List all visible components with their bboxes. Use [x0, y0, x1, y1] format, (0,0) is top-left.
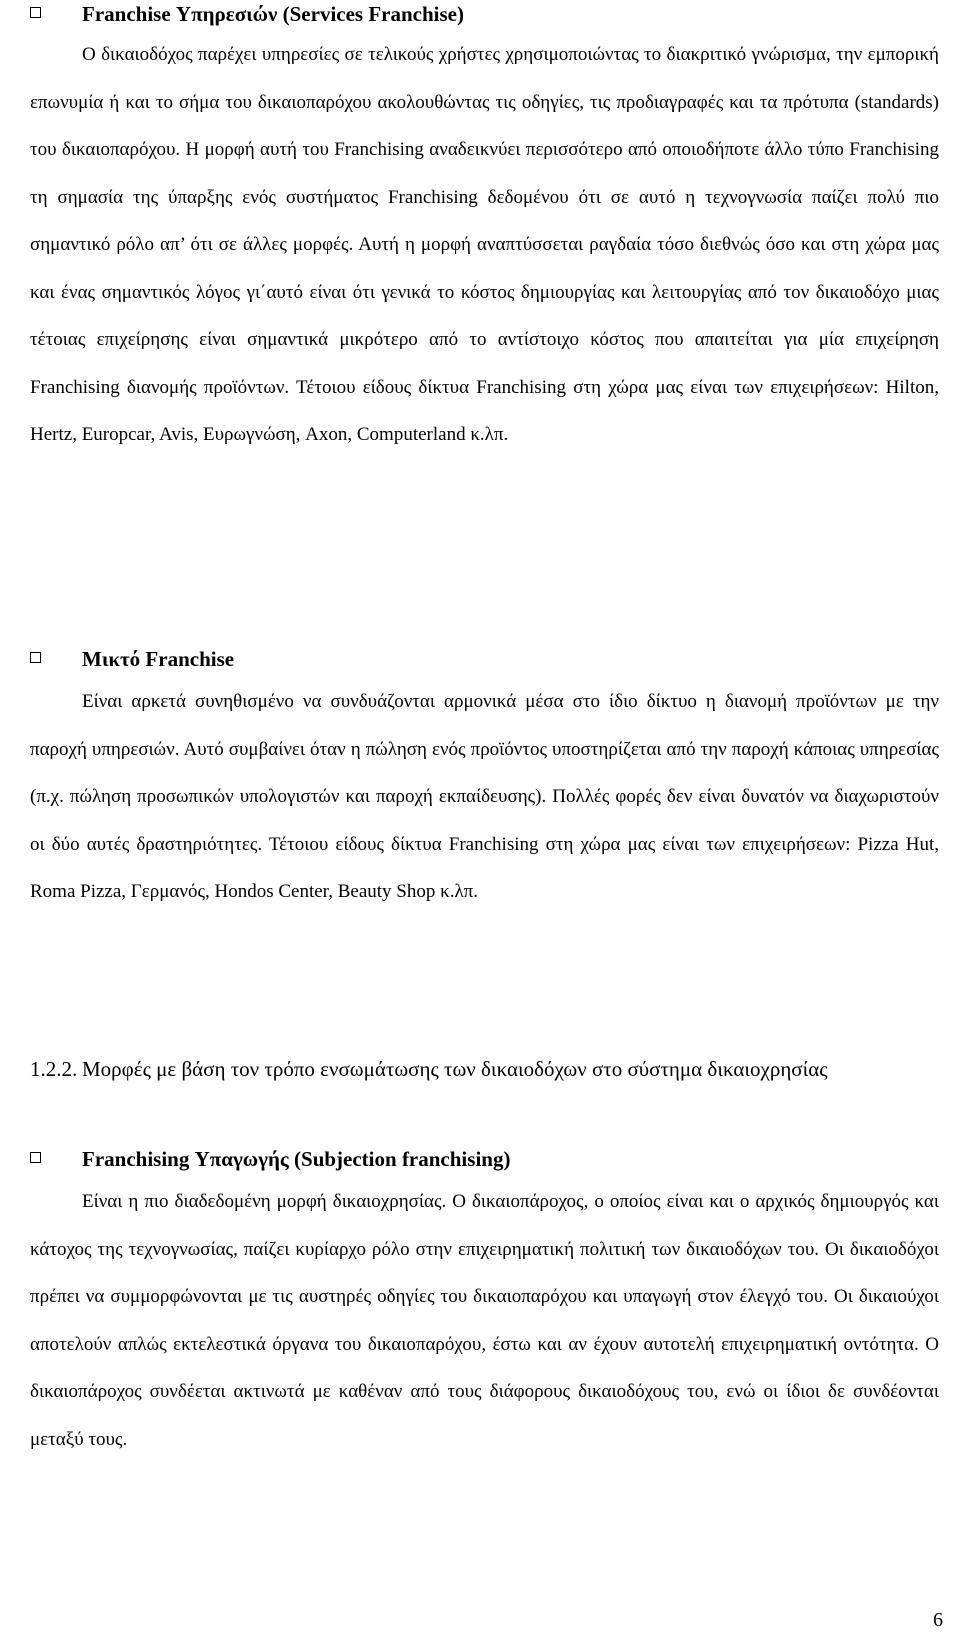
section-heading-text: Μικτό Franchise	[82, 647, 235, 671]
section-mixed-franchise	[30, 645, 939, 916]
section-heading	[30, 645, 939, 673]
checkbox-bullet-icon	[30, 652, 41, 663]
section-subjection-franchising	[30, 1145, 939, 1463]
section-body: Είναι η πιο διαδεδομένη μορφή δικαιοχρησίας. Ο δικαιοπάροχος, ο οποίος είναι και ο αρχικός δημιουργός και κάτοχος της τεχνογνωσίας, παίζει κυρίαρχο ρόλο στην επιχειρηματική πολιτική των δικαιοδόχων του. Οι δικαιοδόχοι πρέπει να συμμορφώνονται με τις αυστηρές οδηγίες του δικαιοπαρόχου και υπαγωγή στον έλεγχό του. Οι δικαιούχοι αποτελούν απλώς εκτελεστικά όργανα του δικαιοπαρόχου, έστω και αν έχουν αυτοτελή επιχειρηματική οντότητα. Ο δικαιοπάροχος συνδέεται ακτινωτά με καθέναν από τους διάφορους δικαιοδόχους του, ενώ οι ίδιοι δε συνδέονται μεταξύ τους.	[30, 1191, 939, 1450]
checkbox-bullet-icon	[30, 7, 41, 18]
section-heading-text: Franchise Υπηρεσιών (Services Franchise)	[82, 2, 464, 26]
section-heading-text: Franchising Υπαγωγής (Subjection franchising)	[82, 1147, 511, 1171]
section-body: Ο δικαιοδόχος παρέχει υπηρεσίες σε τελικούς χρήστες χρησιμοποιώντας το διακριτικό γνώρισμα, την εμπορική επωνυμία ή και το σήμα του δικαιοπαρόχου ακολουθώντας τις οδηγίες, τις προδιαγραφές και τα πρότυπα (standards) του δικαιοπαρόχου. Η μορφή αυτή του Franchising αναδεικνύει περισσότερο από οποιοδήποτε άλλο τύπο Franchising τη σημασία της ύπαρξης ενός συστήματος Franchising δεδομένου ότι σε αυτό η τεχνογνωσία παίζει πολύ πιο σημαντικό ρόλο απ’ ότι σε άλλες μορφές. Αυτή η μορφή αναπτύσσεται ραγδαία τόσο διεθνώς όσο και στη χώρα μας και ένας σημαντικός λόγος γι΄αυτό είναι ότι γενικά το κόστος δημιουργίας και λειτουργίας από τον δικαιοδόχο μιας τέτοιας επιχείρησης είναι σημαντικά μικρότερο από το αντίστοιχο κόστος που απαιτείται για μία επιχείρηση Franchising διανομής προϊόντων. Τέτοιου είδους δίκτυα Franchising στη χώρα μας είναι των επιχειρήσεων: Hilton, Hertz, Europcar, Avis, Ευρωγνώση, Axon, Computerland κ.λπ.	[30, 44, 939, 445]
heading-number: 1.2.2.	[30, 1057, 78, 1081]
section-body: Είναι αρκετά συνηθισμένο να συνδυάζονται αρμονικά μέσα στο ίδιο δίκτυο η διανομή προϊόντων με την παροχή υπηρεσιών. Αυτό συμβαίνει όταν η πώληση ενός προϊόντος υποστηρίζεται από την παροχή κάποιας υπηρεσίας (π.χ. πώληση προσωπικών υπολογιστών και παροχή εκπαίδευσης). Πολλές φορές δεν είναι δυνατόν να διαχωριστούν οι δύο αυτές δραστηριότητες. Τέτοιου είδους δίκτυα Franchising στη χώρα μας είναι των επιχειρήσεων: Pizza Hut, Roma Pizza, Γερμανός, Hondos Center, Beauty Shop κ.λπ.	[30, 691, 939, 902]
numbered-heading	[30, 1055, 939, 1083]
heading-text: Μορφές με βάση τον τρόπο ενσωμάτωσης των δικαιοδόχων στο σύστημα δικαιοχρησίας	[82, 1057, 828, 1081]
section-services-franchise	[30, 0, 939, 459]
section-heading	[30, 0, 939, 28]
section-heading	[30, 1145, 939, 1173]
page-number: 6	[933, 1609, 943, 1631]
checkbox-bullet-icon	[30, 1152, 41, 1163]
